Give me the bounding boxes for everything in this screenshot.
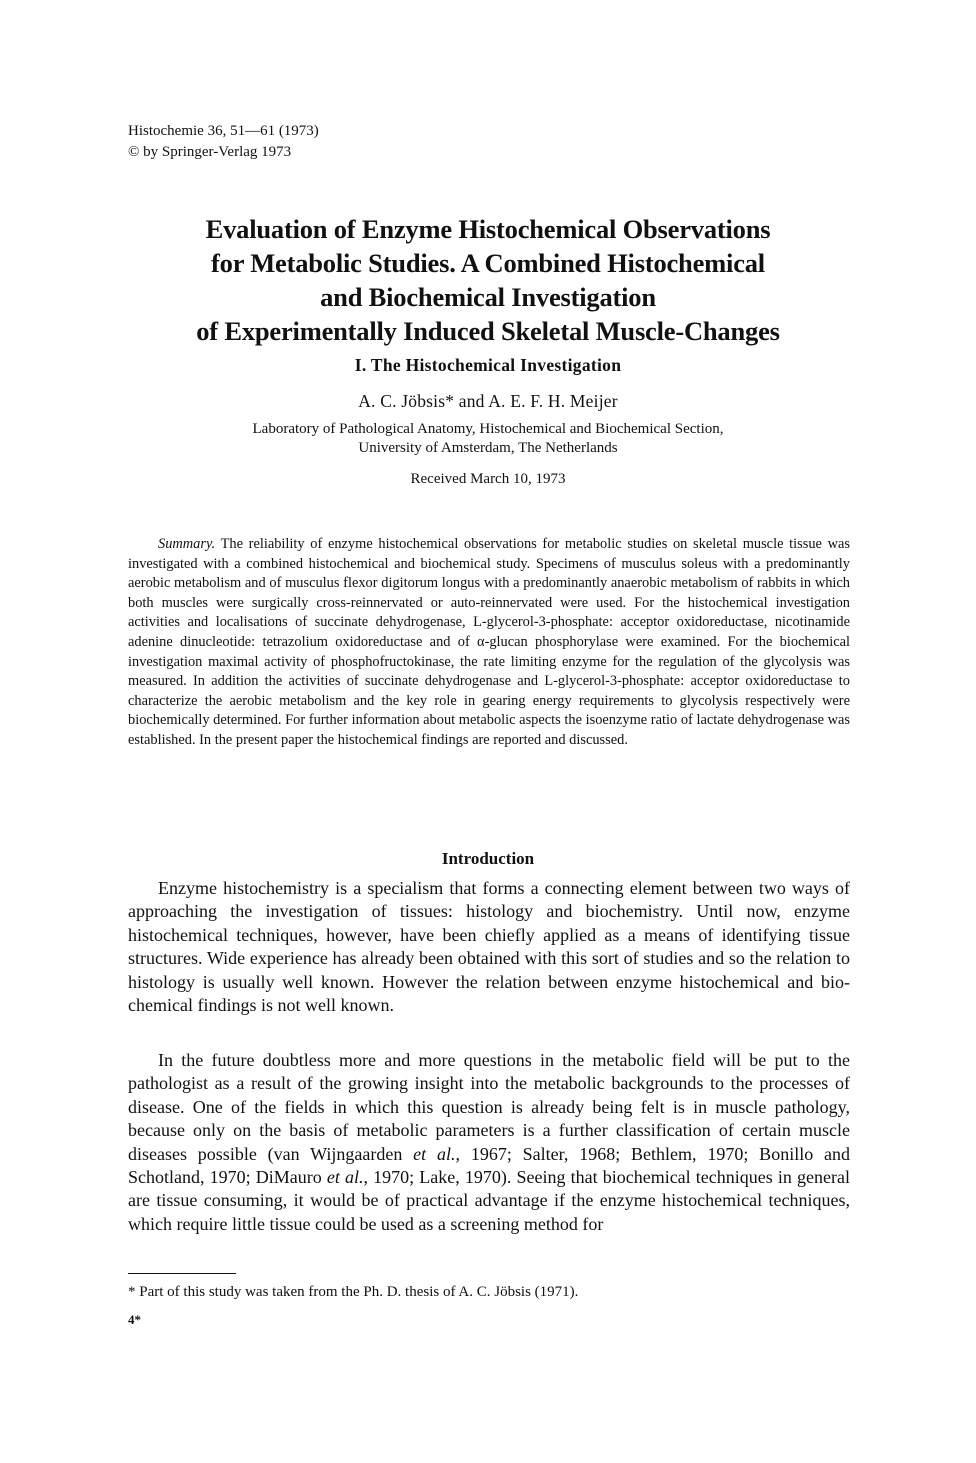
summary-label: Summary. [158, 536, 216, 552]
paragraph-italic: et al. [413, 1143, 456, 1164]
journal-copyright: © by Springer-Verlag 1973 [128, 144, 292, 160]
article-affiliation [120, 420, 856, 458]
paragraph-text: , 1967; Salter, 1968; Bethlem, 1970; Bonillo and Schotland, 1970; DiMauro [128, 1143, 851, 1188]
title-line: and Biochemical Investigation [320, 282, 656, 312]
signature-mark: 4* [128, 1312, 141, 1327]
affiliation-line: University of Amsterdam, The Netherlands [358, 440, 618, 456]
summary-paragraph [128, 535, 850, 751]
intro-paragraph [128, 1049, 850, 1236]
section-heading-introduction: Introduction [441, 849, 535, 868]
article-title [120, 212, 856, 348]
title-line: Evaluation of Enzyme Histochemical Observations [205, 214, 771, 244]
intro-paragraph: Enzyme histochemistry is a specialism that forms a connecting element between two ways of approaching the investigation of tissues: histology and biochemistry. Until now, enzyme histochemical techniques, however, have been chiefly applied as a means of identifying tissue structures. Wide experience has already been obtained with this sort of studies and so the relation to histology is usually well known. However the relation between enzyme histochemical and biochemical findings is not well known. [128, 878, 850, 1016]
article-authors: A. C. Jöbsis* and A. E. F. H. Meijer [358, 391, 618, 411]
summary-text: The reliability of enzyme histochemical observations for metabolic studies on skeletal muscle tissue was investigated with a combined histochemical and biochemical study. Specimens of musculus soleus with a predominantly aerobic metabolism and of musculus flexor digitorum longus with a predominantly anaerobic metabolism of rabbits in which both muscles were surgically cross-reinnervated or auto-reinnervated were used. For the histochemical investigation activities and localisations of succinate dehydrogenase, [128, 536, 850, 631]
article-subtitle: I. The Histochemical Investigation [354, 355, 622, 375]
title-line: of Experimentally Induced Skeletal Muscle-Changes [196, 316, 780, 346]
affiliation-line: Laboratory of Pathological Anatomy, Histochemical and Biochemical Section, [252, 421, 724, 437]
title-line: for Metabolic Studies. A Combined Histochemical [211, 248, 765, 278]
paragraph-italic: et al. [326, 1167, 364, 1188]
footnote-divider [128, 1273, 236, 1274]
journal-citation: Histochemie 36, 51—61 (1973) [128, 123, 319, 139]
paragraph-text: In the future doubtless more and more questions in the metabolic field will be put to the pathologist as a result of the growing insight into the metabolic backgrounds to the processes of disease. One of the fields in which this question is already being felt is in muscle pathology, because only on the basis of metabolic parameters is a further classification of certain muscle diseases possible (van Wijngaarden [128, 1050, 850, 1164]
received-date: Received March 10, 1973 [410, 471, 566, 487]
summary-smallcaps: L [473, 614, 482, 631]
journal-header [128, 121, 319, 163]
paragraph-text: , 1970; Lake, 1970). Seeing that biochemical techniques in general are tissue consuming, it would be of practical advantage if the enzyme histochemical techniques, which require little tissue could be used as a screening method for [128, 1167, 850, 1234]
footnote: * Part of this study was taken from the Ph. D. thesis of A. C. Jöbsis (1971). [128, 1284, 579, 1300]
summary-text: -glycerol-3-phosphate: acceptor oxidoreductase, nicotinamide adenine dinucleotide: tetrazolium oxidoreductase and of α-glucan phosphorylase were examined. For the biochemical investigation maximal activity of phosphofructokinase, the rate limiting enzyme for the regulation of the glycolysis was measured. In addition the activities of succinate dehydrogenase and [128, 614, 850, 690]
title-block [120, 212, 856, 489]
summary-text: -glycerol-3-phosphate: acceptor oxidoreductase to characterize the aerobic metabolism and the key role in gearing energy requirements to glycolysis respectively were biochemically determined. For further information about metabolic aspects the isoenzyme ratio of lactate dehydrogenase was established. In the present paper the histochemical findings are reported and discussed. [128, 673, 850, 748]
summary-smallcaps: L [544, 673, 554, 690]
